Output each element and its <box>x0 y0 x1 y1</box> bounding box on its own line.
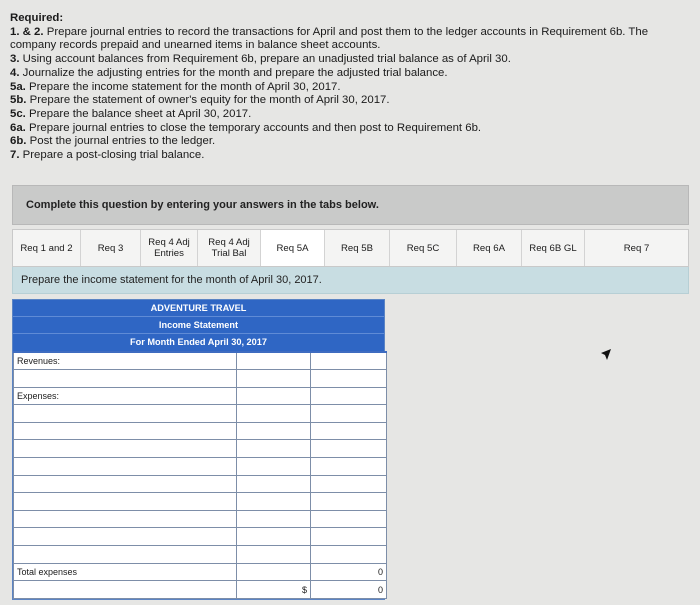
table-row <box>14 352 387 370</box>
table-row <box>14 458 387 476</box>
tab-req-6b-gl[interactable]: Req 6B GL <box>522 230 585 266</box>
expense-amount-input[interactable] <box>237 475 311 493</box>
requirement-line: 5a. Prepare the income statement for the month of April 30, 2017. <box>10 80 341 93</box>
expense-amount-input[interactable] <box>237 546 311 564</box>
requirement-line: 7. Prepare a post-closing trial balance. <box>10 149 205 162</box>
tab-req-4-adj-entries[interactable]: Req 4 Adj Entries <box>141 230 198 266</box>
expense-amount-input[interactable] <box>237 528 311 546</box>
expense-account-input[interactable] <box>14 475 237 493</box>
table-row <box>14 475 387 493</box>
cell <box>311 528 387 546</box>
expense-account-input[interactable] <box>14 458 237 476</box>
tab-req-5a[interactable]: Req 5A <box>261 230 325 266</box>
expense-amount-input[interactable] <box>237 440 311 458</box>
mouse-cursor-icon <box>598 348 612 362</box>
table-row <box>14 528 387 546</box>
cell <box>237 387 311 405</box>
requirement-tabs <box>12 229 689 267</box>
tab-req-7[interactable]: Req 7 <box>585 230 688 266</box>
requirement-line: 6b. Post the journal entries to the ledger. <box>10 135 216 148</box>
total-expenses-label: Total expenses <box>14 563 237 581</box>
net-income-label-input[interactable] <box>14 581 237 599</box>
expense-account-input[interactable] <box>14 422 237 440</box>
statement-period: For Month Ended April 30, 2017 <box>130 337 267 347</box>
total-expenses-value: 0 <box>311 563 387 581</box>
instruction-text: Prepare the income statement for the month of April 30, 2017. <box>12 267 689 294</box>
cell <box>311 352 387 370</box>
expense-account-input[interactable] <box>14 510 237 528</box>
statement-name: Income Statement <box>13 317 384 334</box>
income-statement <box>12 299 385 600</box>
table-row <box>14 387 387 405</box>
requirement-line: 4. Journalize the adjusting entries for the month and prepare the adjusted trial balance. <box>10 66 448 79</box>
tab-req-5c[interactable]: Req 5C <box>390 230 457 266</box>
tab-req-5b[interactable]: Req 5B <box>325 230 390 266</box>
requirement-line: 3. Using account balances from Requirement 6b, prepare an unadjusted trial balance as of April 30. <box>10 53 511 66</box>
table-row <box>14 563 387 581</box>
table-row <box>14 370 387 388</box>
table-row <box>14 546 387 564</box>
expense-amount-input[interactable] <box>237 405 311 423</box>
dollar-sign: $ <box>237 581 311 599</box>
expense-account-input[interactable] <box>14 528 237 546</box>
tab-req-1-and-2[interactable]: Req 1 and 2 <box>13 230 81 266</box>
expense-amount-input[interactable] <box>237 493 311 511</box>
cell <box>311 458 387 476</box>
cell <box>311 475 387 493</box>
tab-req-6a[interactable]: Req 6A <box>457 230 522 266</box>
cell <box>311 510 387 528</box>
expense-amount-input[interactable] <box>237 422 311 440</box>
table-row <box>14 581 387 599</box>
requirement-line: 5b. Prepare the statement of owner's equity for the month of April 30, 2017. <box>10 94 390 107</box>
requirements-title: Required: <box>10 12 64 24</box>
cell <box>237 370 311 388</box>
net-income-value: 0 <box>311 581 387 599</box>
table-row <box>14 405 387 423</box>
expense-amount-input[interactable] <box>237 510 311 528</box>
expense-amount-input[interactable] <box>237 458 311 476</box>
statement-header <box>13 300 384 351</box>
tab-req-4-adj-trial-bal[interactable]: Req 4 Adj Trial Bal <box>198 230 261 266</box>
expense-account-input[interactable] <box>14 546 237 564</box>
tab-req-3[interactable]: Req 3 <box>81 230 141 266</box>
requirement-line: 6a. Prepare journal entries to close the temporary accounts and then post to Requirement 6b. <box>10 121 482 134</box>
cell <box>311 493 387 511</box>
expense-account-input[interactable] <box>14 493 237 511</box>
cell <box>237 352 311 370</box>
company-name: ADVENTURE TRAVEL <box>13 300 384 317</box>
cell <box>311 405 387 423</box>
cell <box>237 563 311 581</box>
cell <box>311 440 387 458</box>
table-row <box>14 493 387 511</box>
expenses-label: Expenses: <box>14 387 237 405</box>
cell <box>311 422 387 440</box>
complete-question-banner: Complete this question by entering your answers in the tabs below. <box>12 185 689 225</box>
cell <box>311 387 387 405</box>
revenue-account-input[interactable] <box>14 370 237 388</box>
table-row <box>14 440 387 458</box>
table-row <box>14 422 387 440</box>
expense-account-input[interactable] <box>14 440 237 458</box>
requirements-block <box>10 12 695 163</box>
requirement-line: 5c. Prepare the balance sheet at April 30, 2017. <box>10 107 252 120</box>
expense-account-input[interactable] <box>14 405 237 423</box>
revenue-amount-input[interactable] <box>311 370 387 388</box>
statement-table <box>13 351 387 599</box>
cell <box>311 546 387 564</box>
table-row <box>14 510 387 528</box>
revenues-label: Revenues: <box>14 352 237 370</box>
requirement-line: 1. & 2. Prepare journal entries to record the transactions for April and post them to the ledger accounts in Requirement 6b. The company records prepaid and unearned items in balance sheet accounts. <box>10 25 649 52</box>
